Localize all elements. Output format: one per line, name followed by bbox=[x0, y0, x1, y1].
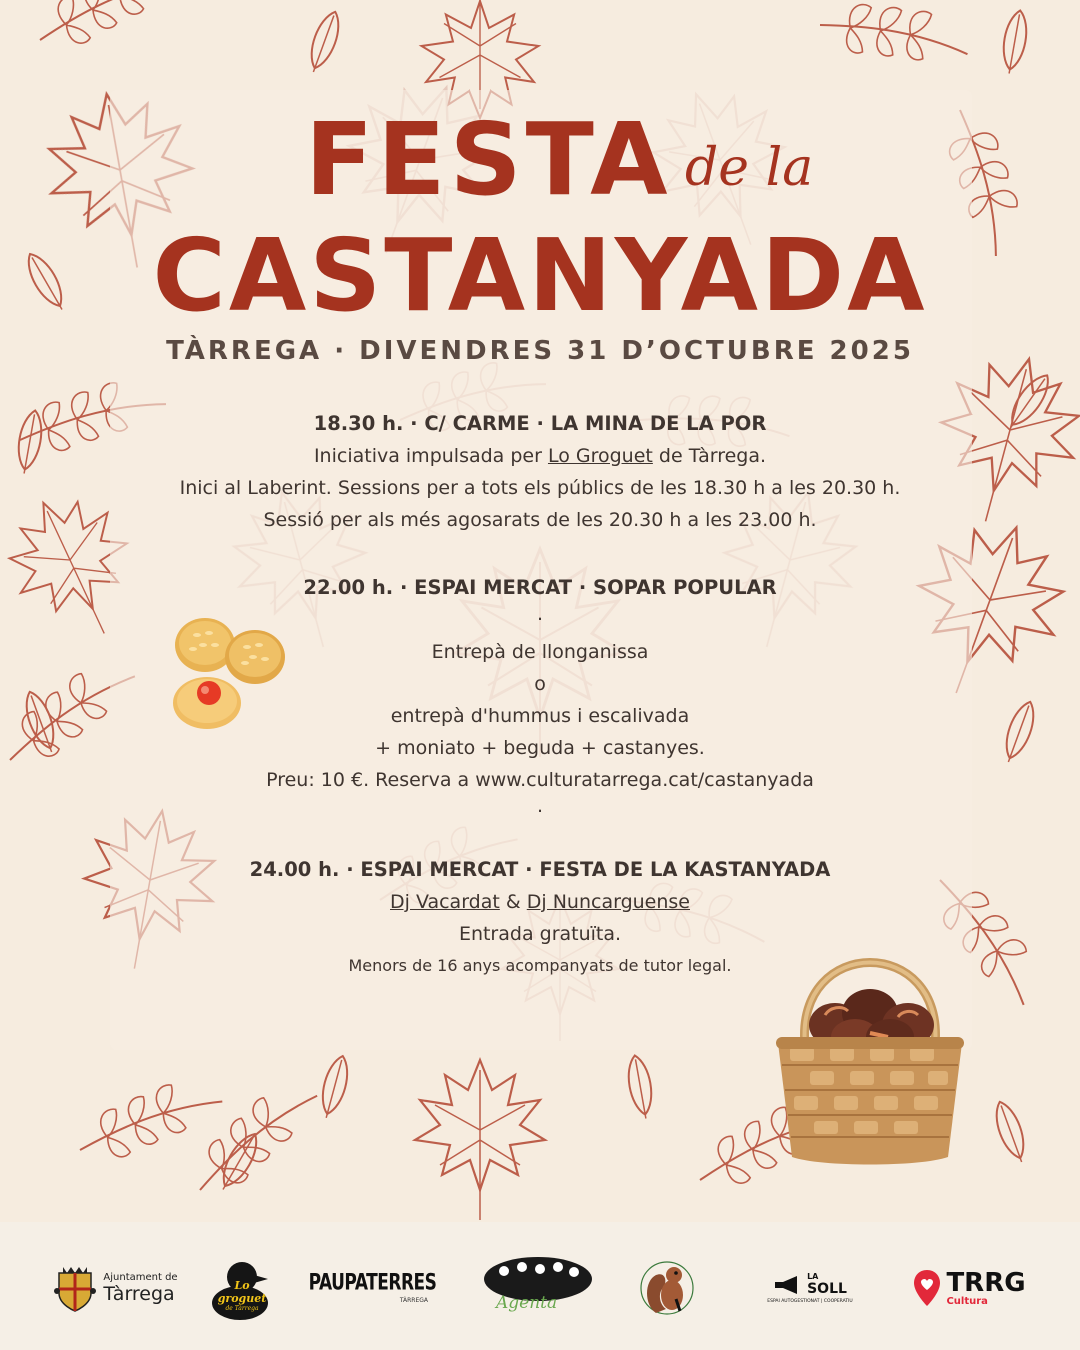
event-heading: 18.30 h. · C/ CARME · LA MINA DE LA POR bbox=[313, 412, 767, 435]
event-line: Inici al Laberint. Sessions per a tots els públics de les 18.30 h a les 20.30 h. bbox=[179, 477, 901, 499]
logo-label: Cultura bbox=[946, 1295, 988, 1307]
dj-nuncarguense-link[interactable]: Dj Nuncarguense bbox=[526, 891, 690, 913]
logo-label: PAUPATERRES bbox=[308, 1269, 437, 1296]
event-line: Entrepà de llonganissa bbox=[431, 641, 649, 663]
logo-label: de Tàrrega bbox=[225, 1305, 259, 1312]
event-line: entrepà d'hummus i escalivada bbox=[390, 705, 690, 727]
title-de-la: de la bbox=[685, 138, 814, 198]
lo-groguet-logo[interactable] bbox=[210, 1255, 274, 1321]
trrg-cultura-logo[interactable] bbox=[905, 1255, 1033, 1321]
event-date-subtitle: TÀRREGA · DIVENDRES 31 D’OCTUBRE 2025 bbox=[166, 336, 914, 366]
event-line bbox=[100, 886, 980, 918]
agenta-logo[interactable] bbox=[482, 1255, 594, 1321]
logo-label: TRRG bbox=[946, 1267, 1026, 1298]
ajuntament-tarrega-logo[interactable] bbox=[48, 1255, 183, 1321]
event-line: + moniato + beguda + castanyes. bbox=[375, 737, 705, 759]
event-line: Menors de 16 anys acompanyats de tutor legal. bbox=[348, 956, 732, 975]
logo-label: SOLL bbox=[807, 1281, 847, 1297]
coat-of-arms-icon bbox=[53, 1263, 97, 1313]
text: de Tàrrega. bbox=[652, 445, 767, 467]
squirrel-association-logo[interactable] bbox=[640, 1255, 694, 1321]
chestnut-basket-illustration bbox=[770, 925, 970, 1170]
la-soll-logo[interactable] bbox=[760, 1255, 860, 1321]
megaphone-icon bbox=[773, 1275, 803, 1295]
logo-label: ESPAI AUTOGESTIONAT | COOPERATIU bbox=[767, 1299, 853, 1304]
location-pin-icon bbox=[912, 1268, 942, 1308]
event-block-1 bbox=[100, 408, 980, 536]
dj-vacardat-link[interactable]: Dj Vacardat bbox=[390, 891, 500, 913]
dot-separator: . bbox=[536, 795, 544, 817]
paupaterres-logo[interactable] bbox=[305, 1255, 440, 1321]
text: Iniciativa impulsada per bbox=[313, 445, 548, 467]
lo-groguet-link[interactable]: Lo Groguet bbox=[547, 445, 653, 467]
logo-label: Lo groguet bbox=[217, 1279, 267, 1305]
squirrel-icon bbox=[640, 1251, 694, 1325]
event-line: Preu: 10 €. Reserva a www.culturatarrega.cat/castanyada bbox=[266, 769, 814, 791]
event-line bbox=[100, 440, 980, 472]
panellets-illustration bbox=[165, 605, 295, 735]
event-heading: 22.00 h. · ESPAI MERCAT · SOPAR POPULAR bbox=[303, 576, 777, 599]
dot-separator: . bbox=[536, 603, 544, 625]
logo-label: TÀRREGA bbox=[399, 1296, 428, 1304]
logo-label: LA bbox=[807, 1272, 819, 1281]
event-line: Entrada gratuïta. bbox=[458, 923, 622, 945]
logo-label: Ajuntament de bbox=[103, 1271, 178, 1283]
event-line: Sessió per als més agosarats de les 20.30 h a les 23.00 h. bbox=[263, 509, 817, 531]
logo-label: Tàrrega bbox=[103, 1282, 175, 1305]
text: & bbox=[499, 891, 527, 913]
logo-label: Agenta bbox=[496, 1293, 558, 1313]
title-festa: FESTA bbox=[305, 101, 672, 218]
title-castanyada: CASTANYADA bbox=[152, 217, 928, 334]
event-heading: 24.00 h. · ESPAI MERCAT · FESTA DE LA KASTANYADA bbox=[249, 858, 831, 881]
event-line: o bbox=[534, 673, 546, 695]
